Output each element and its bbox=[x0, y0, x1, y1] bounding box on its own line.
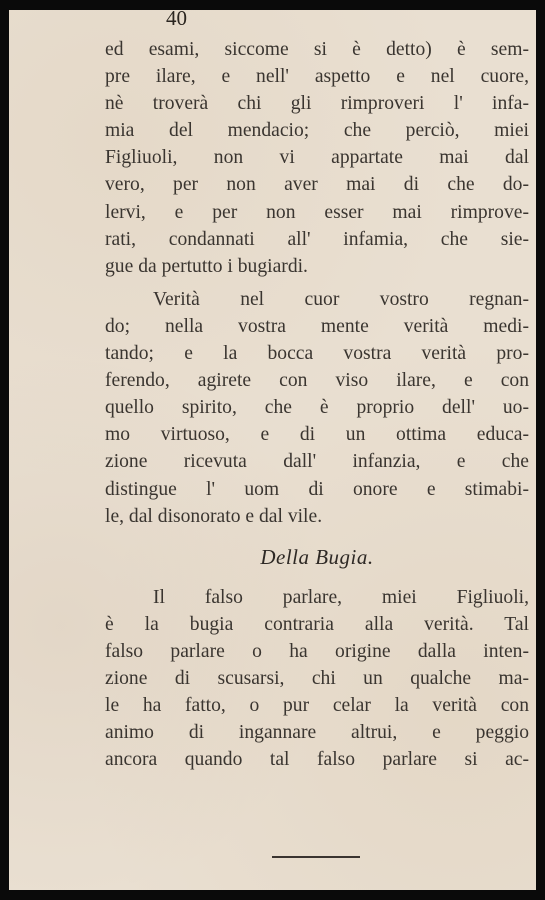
text-line: nè troverà chi gli rimproveri l' infa- bbox=[105, 93, 529, 115]
page-number: 40 bbox=[166, 10, 187, 30]
text-line: rati, condannati all' infamia, che sie- bbox=[105, 228, 529, 250]
text-line: zione ricevuta dall' infanzia, e che bbox=[105, 451, 529, 473]
book-page bbox=[9, 10, 536, 890]
decorative-rule bbox=[272, 856, 360, 858]
text-line: do; nella vostra mente verità medi- bbox=[105, 315, 529, 337]
text-line: quello spirito, che è proprio dell' uo- bbox=[105, 397, 529, 419]
text-line: è la bugia contraria alla verità. Tal bbox=[105, 613, 529, 635]
text-line: le ha fatto, o pur celar la verità con bbox=[105, 695, 529, 717]
text-line: Il falso parlare, miei Figliuoli, bbox=[153, 586, 529, 608]
paragraph-2 bbox=[105, 286, 529, 530]
text-line: gue da pertutto i bugiardi. bbox=[105, 255, 308, 277]
text-line: animo di ingannare altrui, e peggio bbox=[105, 722, 529, 744]
section-heading: Della Bugia. bbox=[260, 544, 374, 569]
text-line: zione di scusarsi, chi un qualche ma- bbox=[105, 668, 529, 690]
text-line: falso parlare o ha origine dalla inten- bbox=[105, 640, 529, 662]
text-line: tando; e la bocca vostra verità pro- bbox=[105, 343, 529, 365]
text-line: mo virtuoso, e di un ottima educa- bbox=[105, 424, 529, 446]
text-line: pre ilare, e nell' aspetto e nel cuore, bbox=[105, 66, 529, 88]
text-line: Verità nel cuor vostro regnan- bbox=[153, 288, 529, 310]
text-line: Figliuoli, non vi appartate mai dal bbox=[105, 147, 529, 169]
text-line: ferendo, agirete con viso ilare, e con bbox=[105, 370, 529, 392]
text-line: vero, per non aver mai di che do- bbox=[105, 174, 529, 196]
text-line: distingue l' uom di onore e stimabi- bbox=[105, 478, 529, 500]
text-line: ancora quando tal falso parlare si ac- bbox=[105, 749, 529, 771]
text-line: mia del mendacio; che perciò, miei bbox=[105, 120, 529, 142]
paragraph-3 bbox=[105, 584, 529, 774]
paragraph-1 bbox=[105, 36, 529, 280]
text-line: lervi, e per non esser mai rimprove- bbox=[105, 201, 529, 223]
page-body bbox=[105, 36, 529, 773]
text-line: le, dal disonorato e dal vile. bbox=[105, 505, 323, 527]
text-line: ed esami, siccome si è detto) è sem- bbox=[105, 39, 529, 60]
